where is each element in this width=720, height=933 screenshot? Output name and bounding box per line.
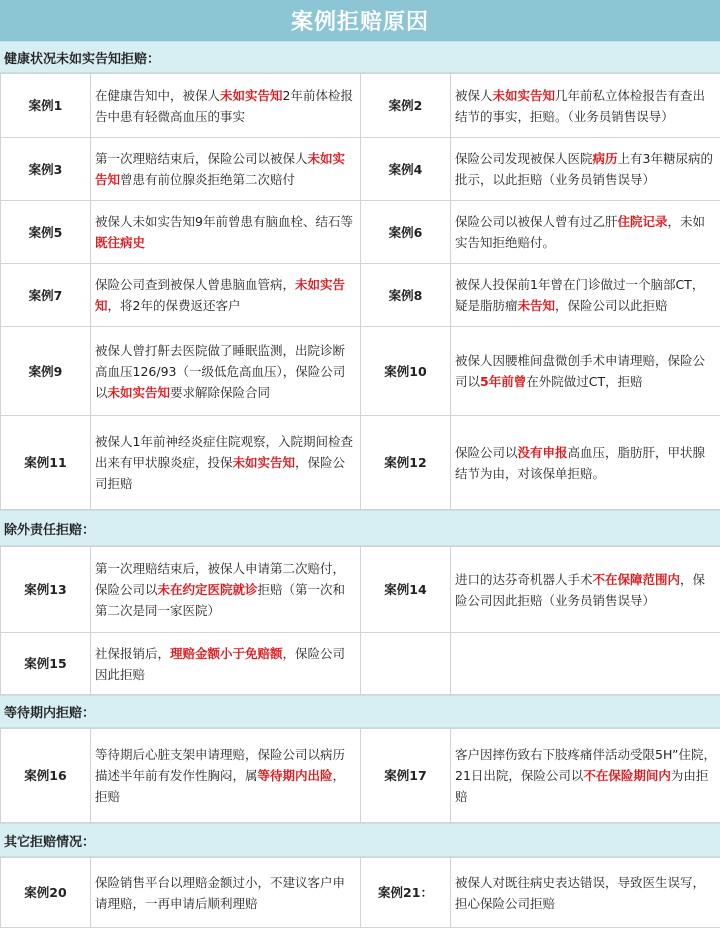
- case-label: [361, 633, 451, 695]
- table-row: [1, 729, 720, 823]
- description-text: 要求解除保险合同: [170, 384, 271, 400]
- case-label: 案例16: [1, 729, 91, 823]
- case-label: 案例6: [361, 201, 451, 264]
- section-header: 其它拒赔情况：: [0, 823, 720, 857]
- case-description: [91, 74, 361, 138]
- highlight-text: 既往病史: [95, 235, 146, 250]
- description-text: 等待期后心脏支架申请理赔，保险公司以病历描述半年前有发作性胸闷，属: [95, 747, 346, 783]
- case-description: [451, 264, 720, 327]
- description-text: ，将2年的保费返还客户: [107, 298, 241, 313]
- section-header: 等待期内拒赔：: [0, 695, 720, 728]
- case-description: [451, 416, 720, 510]
- description-text: ，保险公司以此拒赔: [555, 298, 668, 313]
- case-description: [451, 729, 720, 823]
- description-text: 保险销售平台以理赔金额过小，不建议客户申请理赔，一再申请后顺利理赔: [95, 874, 346, 911]
- description-text: 2年前体检报告中患有轻微高血压的事实: [95, 87, 353, 124]
- highlight-text: 病历: [592, 151, 618, 166]
- table-row: [1, 201, 720, 264]
- case-description: [91, 138, 361, 201]
- table-row: [1, 327, 720, 416]
- case-description: [91, 547, 361, 633]
- case-description: [451, 74, 720, 138]
- case-label: 案例9: [1, 327, 91, 416]
- description-text: 保险公司以: [455, 444, 518, 460]
- highlight-text: 不在保险期间内: [583, 768, 671, 783]
- description-text: 被保人对既往病史表达错误，导致医生误写，担心保险公司拒赔: [455, 874, 706, 911]
- description-text: 保险公司发现被保人医院: [455, 151, 593, 166]
- description-text: 被保人曾打鼾去医院做了睡眠监测，出院诊断高血压126/93（一级低危高血压），保险公司以: [95, 342, 346, 400]
- description-text: 第一次理赔结束后，被保人申请第二次赔付，保险公司以: [95, 561, 346, 597]
- highlight-text: 5年前曾: [480, 374, 527, 389]
- description-text: 客户因摔伤致右下肢疼痛伴活动受限5H”住院，21日出院，保险公司以: [455, 747, 716, 783]
- highlight-text: 住院记录: [617, 214, 668, 229]
- case-label: 案例20: [1, 858, 91, 928]
- case-label: 案例7: [1, 264, 91, 327]
- table-row: [1, 264, 720, 327]
- description-text: 几年前私立体检报告有查出结节的事实，拒赔。（业务员销售误导）: [455, 87, 706, 124]
- description-text: ，保险公司拒赔: [95, 455, 346, 491]
- case-description: [451, 327, 720, 416]
- case-label: 案例4: [361, 138, 451, 201]
- description-text: 被保人1年前神经炎症住院观察，入院期间检查出来有甲状腺炎症，投保: [95, 434, 353, 470]
- highlight-text: 理赔金额小于免赔额: [170, 645, 283, 661]
- highlight-text: 不在保障范围内: [592, 571, 681, 587]
- description-text: ，保险公司因此拒赔（业务员销售误导）: [455, 571, 706, 608]
- case-description: [451, 633, 720, 695]
- description-text: 进口的达芬奇机器人手术: [455, 571, 593, 587]
- section-header: 健康状况未如实告知拒赔：: [0, 41, 720, 73]
- case-description: [91, 201, 361, 264]
- table-row: [1, 416, 720, 510]
- case-description: [91, 416, 361, 510]
- description-text: 拒赔（第一次和第二次是同一家医院）: [95, 582, 346, 618]
- description-text: 曾患有前位腺炎拒绝第二次赔付: [120, 172, 296, 187]
- case-description: [451, 858, 720, 928]
- highlight-text: 没有申报: [517, 444, 568, 460]
- case-description: [91, 264, 361, 327]
- table-row: [1, 547, 720, 633]
- description-text: ，未如实告知拒绝赔付。: [455, 214, 706, 250]
- section-header: 除外责任拒赔：: [0, 510, 720, 546]
- description-text: 被保人: [455, 87, 493, 103]
- case-label: 案例17: [361, 729, 451, 823]
- case-description: [91, 858, 361, 928]
- case-description: [91, 633, 361, 695]
- description-text: 高血压，脂肪肝，甲状腺结节为由，对该保单拒赔。: [455, 444, 706, 481]
- description-text: 社保报销后，: [95, 645, 171, 661]
- highlight-text: 未如实告知: [232, 455, 296, 470]
- description-text: 为由拒赔: [455, 768, 709, 804]
- case-label: 案例10: [361, 327, 451, 416]
- case-label: 案例13: [1, 547, 91, 633]
- highlight-text: 未如实告知: [95, 151, 346, 187]
- highlight-text: 等待期内出险: [257, 768, 333, 783]
- description-text: 上有3年糖尿病的批示，以此拒赔（业务员销售误导）: [455, 151, 713, 187]
- description-text: 被保人因腰椎间盘微创手术申请理赔，保险公司以: [455, 353, 706, 389]
- table-row: [1, 858, 720, 928]
- description-text: 在健康告知中，被保人: [95, 87, 221, 103]
- description-text: ，拒赔: [95, 768, 346, 804]
- description-text: 保险公司以被保人曾有过乙肝: [455, 214, 618, 229]
- highlight-text: 未告知: [517, 298, 556, 313]
- highlight-text: 未如实告知: [95, 277, 346, 313]
- case-label: 案例5: [1, 201, 91, 264]
- case-description: [451, 547, 720, 633]
- case-table: [0, 728, 720, 823]
- case-table: [0, 546, 720, 695]
- description-text: 保险公司查到被保人曾患脑血管病，: [95, 277, 296, 292]
- sections-container: [0, 41, 720, 928]
- case-label: 案例8: [361, 264, 451, 327]
- highlight-text: 未在约定医院就诊: [157, 582, 258, 597]
- table-row: [1, 74, 720, 138]
- case-description: [451, 201, 720, 264]
- case-label: 案例11: [1, 416, 91, 510]
- table-row: [1, 633, 720, 695]
- case-label: 案例3: [1, 138, 91, 201]
- case-label: 案例21：: [361, 858, 451, 928]
- case-label: 案例15: [1, 633, 91, 695]
- case-label: 案例12: [361, 416, 451, 510]
- description-text: 在外院做过CT，拒赔: [526, 374, 643, 389]
- description-text: ，保险公司因此拒赔: [95, 645, 346, 682]
- description-text: 被保人投保前1年曾在门诊做过一个脑部CT，疑是脂肪瘤: [455, 277, 705, 313]
- page-title: 案例拒赔原因: [0, 0, 720, 41]
- highlight-text: 未如实告知: [220, 87, 283, 103]
- highlight-text: 未如实告知: [492, 87, 556, 103]
- description-text: 被保人未如实告知9年前曾患有脑血栓、结石等: [95, 214, 353, 229]
- case-description: [91, 729, 361, 823]
- case-label: 案例14: [361, 547, 451, 633]
- case-table: [0, 73, 720, 510]
- table-row: [1, 138, 720, 201]
- case-table: [0, 857, 720, 928]
- case-description: [451, 138, 720, 201]
- description-text: 第一次理赔结束后，保险公司以被保人: [95, 151, 308, 166]
- case-label: 案例2: [361, 74, 451, 138]
- case-label: 案例1: [1, 74, 91, 138]
- highlight-text: 未如实告知: [107, 384, 171, 400]
- case-description: [91, 327, 361, 416]
